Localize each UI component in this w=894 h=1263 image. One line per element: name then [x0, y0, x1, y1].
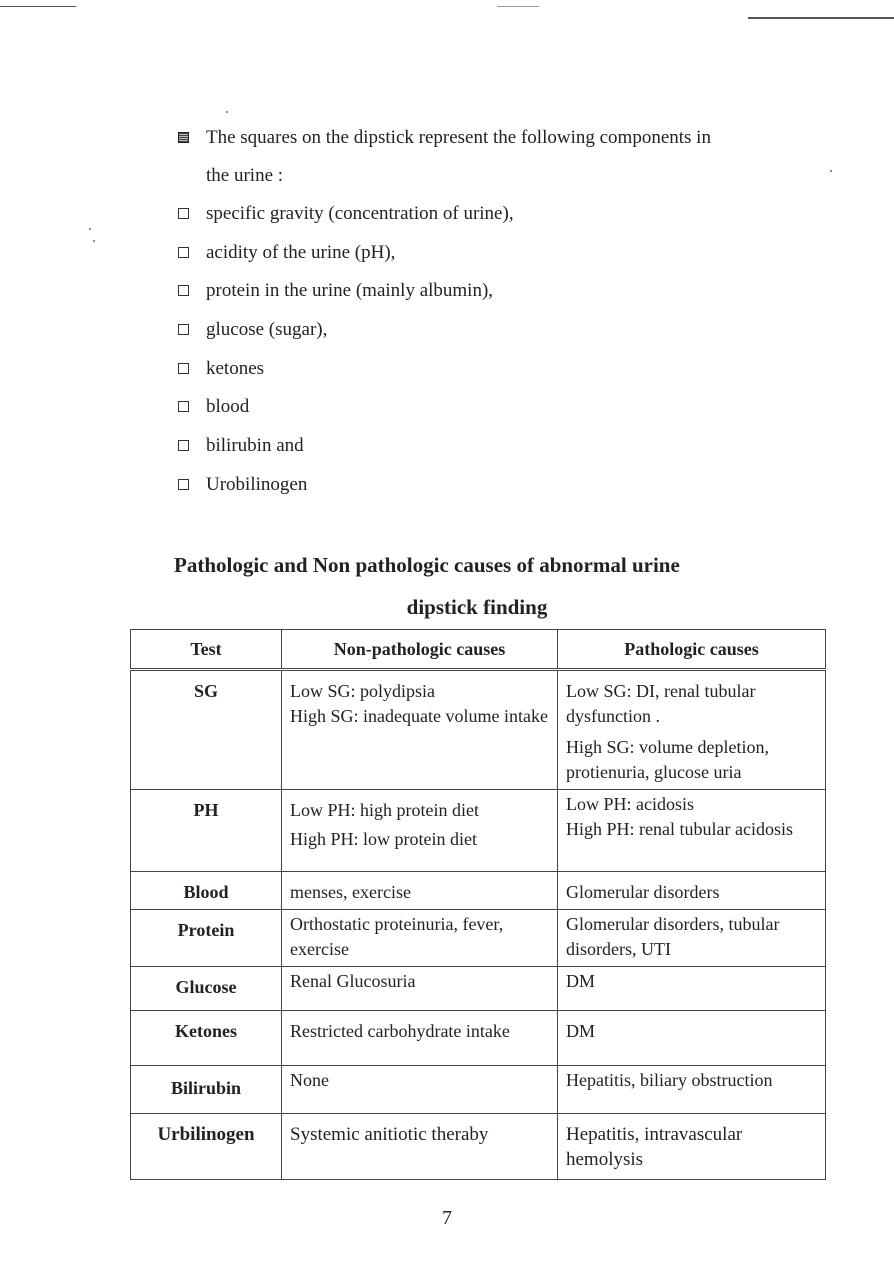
list-item-text: blood [206, 396, 250, 418]
square-bullet-icon [178, 285, 189, 296]
filled-square-bullet-icon [178, 132, 189, 143]
non-pathologic-cell [282, 910, 558, 967]
causes-table [130, 629, 826, 1180]
test-cell: Protein [131, 910, 282, 967]
cause-text: Orthostatic proteinuria, fever, exercise [290, 914, 504, 959]
scan-artifact-line [497, 6, 539, 7]
table-row [131, 670, 826, 790]
list-item-text: Urobilinogen [206, 473, 308, 495]
non-pathologic-cell [282, 1114, 558, 1180]
cause-text: Low PH: acidosis [566, 794, 694, 814]
pathologic-cell [558, 1011, 826, 1066]
table-row [131, 967, 826, 1011]
test-cell: Urbilinogen [131, 1114, 282, 1180]
cause-text: Restricted carbohydrate intake [290, 1021, 510, 1041]
pathologic-cell [558, 872, 826, 910]
list-item-text: bilirubin and [206, 435, 304, 457]
cause-text: Renal Glucosuria [290, 971, 416, 991]
cause-text: Low PH: high protein diet [290, 800, 479, 820]
cause-text: Hepatitis, intravascular hemolysis [566, 1124, 743, 1170]
intro-paragraph [178, 124, 818, 200]
intro-text-line1: The squares on the dipstick represent the following components in [206, 127, 711, 148]
section-heading [130, 544, 824, 628]
intro-line [178, 124, 818, 162]
square-bullet-icon [178, 440, 189, 451]
table-header-row [131, 630, 826, 670]
intro-line-continued [178, 162, 818, 200]
cause-text: Glomerular disorders [566, 882, 720, 902]
cause-text: High SG: volume depletion, protienuria, glucose uria [566, 737, 769, 782]
list-item [178, 277, 514, 316]
table-row [131, 1066, 826, 1114]
header-non-pathologic: Non-pathologic causes [282, 630, 558, 670]
pathologic-cell [558, 967, 826, 1011]
non-pathologic-cell [282, 670, 558, 790]
list-item-text: ketones [206, 357, 265, 379]
cause-text: Low SG: DI, renal tubular dysfunction . [566, 681, 756, 726]
table-row [131, 1011, 826, 1066]
table-row [131, 910, 826, 967]
scan-speck [89, 228, 91, 230]
scan-artifact-line [0, 6, 76, 7]
header-pathologic: Pathologic causes [558, 630, 826, 670]
table-row [131, 872, 826, 910]
non-pathologic-cell [282, 967, 558, 1011]
list-item [178, 471, 514, 510]
components-list [178, 200, 514, 510]
test-cell: Bilirubin [131, 1066, 282, 1114]
list-item-text: protein in the urine (mainly albumin), [206, 280, 494, 302]
square-bullet-icon [178, 324, 189, 335]
list-item [178, 316, 514, 355]
list-item [178, 355, 514, 394]
list-item-text: glucose (sugar), [206, 319, 328, 341]
square-bullet-icon [178, 247, 189, 258]
test-cell: Ketones [131, 1011, 282, 1066]
scan-artifact-line [748, 17, 894, 19]
cause-text: DM [566, 971, 596, 991]
pathologic-cell [558, 910, 826, 967]
cause-text: High PH: renal tubular acidosis [566, 819, 793, 839]
cause-text: menses, exercise [290, 882, 411, 902]
test-cell: Glucose [131, 967, 282, 1011]
heading-line1: Pathologic and Non pathologic causes of abnormal urine [174, 553, 680, 577]
pathologic-cell [558, 1066, 826, 1114]
cause-text: Hepatitis, biliary obstruction [566, 1070, 773, 1090]
page-number: 7 [442, 1207, 452, 1229]
non-pathologic-cell [282, 1066, 558, 1114]
list-item [178, 393, 514, 432]
square-bullet-icon [178, 479, 189, 490]
non-pathologic-cell [282, 790, 558, 872]
list-item-text: acidity of the urine (pH), [206, 241, 396, 263]
pathologic-cell [558, 1114, 826, 1180]
scan-speck [93, 240, 95, 242]
header-test: Test [131, 630, 282, 670]
square-bullet-icon [178, 208, 189, 219]
test-cell: Blood [131, 872, 282, 910]
cause-text: None [290, 1070, 329, 1090]
list-item [178, 239, 514, 278]
cause-text: High PH: low protein diet [290, 829, 477, 849]
cause-text: Low SG: polydipsia [290, 681, 436, 701]
intro-text-line2: the urine : [206, 165, 284, 186]
heading-line2: dipstick finding [406, 595, 548, 619]
scan-speck [830, 170, 832, 172]
table-row [131, 1114, 826, 1180]
table-row [131, 790, 826, 872]
test-cell: PH [131, 790, 282, 872]
list-item [178, 200, 514, 239]
list-item [178, 432, 514, 471]
test-cell: SG [131, 670, 282, 790]
non-pathologic-cell [282, 872, 558, 910]
list-item-text: specific gravity (concentration of urine), [206, 203, 514, 224]
scan-speck [226, 111, 228, 113]
square-bullet-icon [178, 401, 189, 412]
square-bullet-icon [178, 363, 189, 374]
pathologic-cell [558, 670, 826, 790]
cause-text: High SG: inadequate volume intake [290, 706, 548, 726]
non-pathologic-cell [282, 1011, 558, 1066]
pathologic-cell [558, 790, 826, 872]
cause-text: Systemic anitiotic theraby [290, 1124, 489, 1145]
cause-text: Glomerular disorders, tubular disorders, UTI [566, 914, 780, 959]
cause-text: DM [566, 1021, 596, 1041]
